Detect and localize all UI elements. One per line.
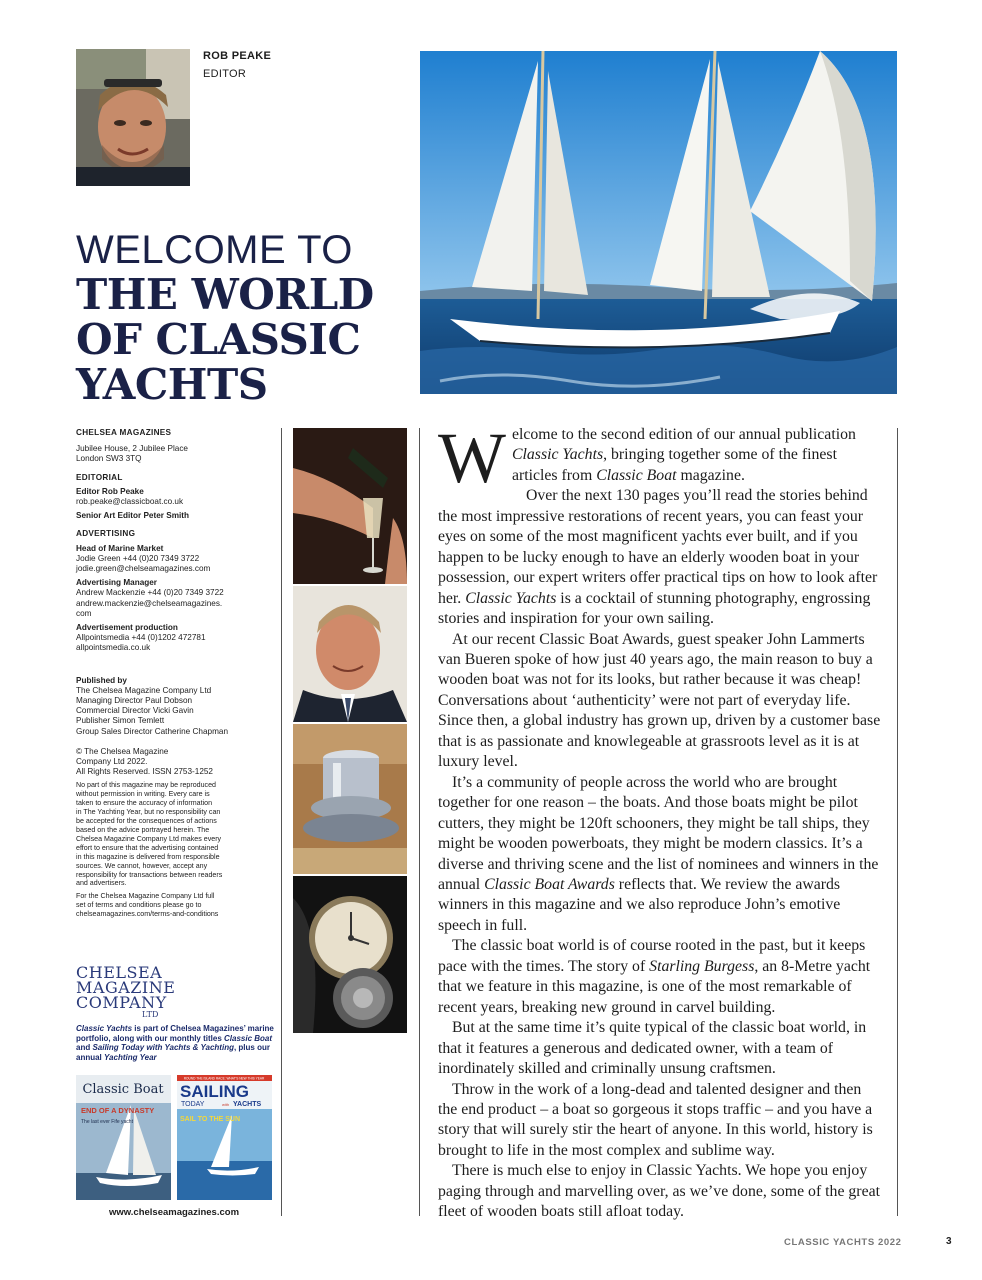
headline-line-2: THE WORLD (76, 270, 374, 319)
ad-production-contact: Allpointsmedia +44 (0)1202 472781 (76, 633, 206, 643)
article-paragraph: Throw in the work of a long-dead and talented designer and then the end product – a boat so gorgeous it stops traffic – and you have a story that will surely stir the heart of anyone. In this world, history is brought to life in the most complex and sublime way. (438, 1080, 873, 1159)
headline-line-4: YACHTS (76, 360, 268, 409)
classic-boat-cover-line: END OF A DYNASTY (81, 1106, 155, 1115)
article-text: The classic boat world is of course rooted in the past, but it keeps pace with the times. The story of (438, 937, 866, 975)
classic-boat-cover (76, 1075, 171, 1200)
disclaimer-line: be accepted for the consequences of actions (76, 817, 217, 826)
page-headline (76, 228, 416, 407)
article-paragraph (438, 486, 881, 629)
address-line: London SW3 3TQ (76, 454, 142, 464)
cd-credit: Commercial Director Vicki Gavin (76, 706, 194, 716)
photo-strip (293, 428, 407, 1033)
article-paragraph (438, 418, 881, 498)
article-text: It’s a community of people across the world who are brought together for one reason – the boats. And those boats might be pilot cutters, they might be 120ft schooners, they might be tall ships, they might be wooden powerboats, they might be modern classics. It’s a diverse and thriving scene and the list of nominees and winners in the annual (438, 773, 879, 893)
disclaimer-line: in this magazine is delivered from responsible (76, 852, 220, 861)
credits-column (76, 428, 276, 919)
disclaimer-line: and advertisers. (76, 879, 127, 888)
speaker-portrait (293, 586, 407, 722)
logo-ltd: LTD (142, 1010, 159, 1019)
portfolio-text: , plus our annual (76, 1043, 270, 1062)
column-divider (281, 428, 282, 1216)
disclaimer-line: sources. We cannot, however, accept any (76, 861, 208, 870)
portfolio-title: Yachting Year (104, 1052, 157, 1062)
portfolio-text: is part of Chelsea Magazines’ marine portfolio, along with our monthly titles (76, 1024, 274, 1043)
article-italic: Classic Yachts (511, 446, 604, 464)
article-paragraph (438, 773, 881, 937)
headline-line-1: WELCOME TO (76, 228, 353, 272)
article-text: , an 8-Metre yacht that we feature in this magazine, is one of the most remarkable of recent years, breaking new ground in carvel building. (438, 957, 871, 1016)
sailing-today-masthead: SAILING (180, 1082, 249, 1101)
disclaimer-line: responsibility for transactions between readers (76, 870, 223, 879)
logo-word: MAGAZINE (76, 978, 176, 997)
disclaimer-line: based on the advice portrayed herein. The (76, 826, 210, 835)
portfolio-title: Sailing Today with Yachts & Yachting (92, 1043, 234, 1053)
page-number: 3 (946, 1236, 952, 1247)
article-italic: Classic Boat (596, 466, 677, 484)
address-line: Jubilee House, 2 Jubilee Place (76, 444, 188, 454)
portfolio-title: Classic Yachts (76, 1024, 133, 1033)
editor-role: EDITOR (203, 68, 247, 80)
winch-photo (293, 724, 407, 874)
champagne-photo (293, 428, 407, 584)
article-paragraph: But at the same time it’s quite typical of the classic boat world, in that it features a generous and dedicated owner, with a team of inordinately skilled and criminally unsung craftsmen. (438, 1019, 867, 1078)
article-italic: Classic Yachts (465, 589, 557, 607)
portfolio-text: and (76, 1043, 93, 1053)
published-by-company: The Chelsea Magazine Company Ltd (76, 685, 212, 695)
sailing-today-yachts: YACHTS (233, 1101, 262, 1108)
editor-email: rob.peake@classicboat.co.uk (76, 497, 184, 507)
disclaimer-line: taken to ensure the accuracy of information (76, 799, 213, 808)
sailing-today-with: with (222, 1102, 230, 1107)
editor-name: ROB PEAKE (203, 50, 272, 62)
website-link[interactable]: www.chelseamagazines.com (108, 1207, 240, 1218)
logo-word: COMPANY (76, 993, 167, 1012)
sailing-today-banner: ROUND THE ISLAND RACE: WHAT'S NEW THIS YEAR (183, 1076, 265, 1081)
sailing-today-cover-line: SAIL TO THE SUN (180, 1116, 241, 1123)
ad-production-title: Advertisement production (76, 623, 178, 633)
terms-line: For the Chelsea Magazine Company Ltd full (76, 892, 215, 901)
headline-line-3: OF CLASSIC (76, 315, 361, 364)
copyright-line: © The Chelsea Magazine (76, 746, 169, 756)
classic-boat-cover-sub: The last ever Fife yacht (81, 1119, 133, 1125)
article-italic: Classic Boat Awards (484, 875, 615, 893)
editorial-heading: EDITORIAL (76, 472, 123, 482)
portfolio-blurb (76, 1024, 281, 1062)
hero-yacht-photo (420, 51, 897, 394)
published-by-title: Published by (76, 675, 127, 685)
article-text: reflects that. We review the awards winners in this magazine and we also reproduce John’s emotive speech in full. (438, 875, 841, 934)
head-marine-title: Head of Marine Market (76, 543, 164, 553)
article-paragraph: There is much else to enjoy in Classic Yachts. We hope you enjoy paging through and marvelling over, as we’ve done, some of the great fleet of wooden boats still afloat today. (438, 1162, 880, 1221)
editor-portrait (76, 49, 190, 186)
ad-manager-email-cont: com (76, 608, 92, 618)
publisher-credit: Publisher Simon Temlett (76, 716, 165, 726)
article-text: elcome to the second edition of our annual publication (511, 426, 856, 443)
column-divider (419, 428, 420, 1216)
article-paragraph (438, 936, 881, 1018)
drop-cap: W (438, 418, 506, 498)
sailing-today-cover (177, 1075, 272, 1200)
article-text: magazine. (676, 466, 745, 484)
terms-line: set of terms and conditions please go to (76, 901, 202, 910)
article-italic: Starling Burgess (649, 957, 755, 975)
portfolio-title: Classic Boat (224, 1033, 273, 1043)
ad-manager-contact: Andrew Mackenzie +44 (0)20 7349 3722 (76, 588, 224, 598)
disclaimer-line: without permission in writing. Every care is (76, 790, 210, 799)
terms-link[interactable]: chelseamagazines.com/terms-and-conditions (76, 910, 219, 919)
senior-art-credit: Senior Art Editor Peter Smith (76, 511, 189, 521)
copyright-line: Company Ltd 2022. (76, 757, 148, 767)
ad-production-web: allpointsmedia.co.uk (76, 643, 151, 653)
copyright-line: All Rights Reserved. ISSN 2753-1252 (76, 767, 213, 777)
publisher-heading: CHELSEA MAGAZINES (76, 428, 172, 437)
editor-credit: Editor Rob Peake (76, 486, 144, 496)
classic-boat-masthead: Classic Boat (82, 1082, 164, 1097)
head-marine-email: jodie.green@chelseamagazines.com (76, 564, 211, 574)
ad-manager-title: Advertising Manager (76, 578, 157, 588)
article-paragraph: At our recent Classic Boat Awards, guest speaker John Lammerts van Bueren spoke of how just 40 years ago, the main reason to buy a wooden boat was not for its looks, but rather because it was cheap! Conversations about ‘authenticity’ were not part of everyday life. Since then, a global industry has grown up, driven by a customer base that is as passionate and knowlegeable at grassroots level as it is at luxury level. (438, 630, 881, 771)
article-text: , bringing together some of the finest articles from (511, 446, 837, 484)
disclaimer-line: Chelsea Magazine Company Ltd makes every (76, 834, 222, 843)
disclaimer-line: in The Yachting Year, but no responsibility can (76, 808, 221, 817)
column-divider (897, 428, 898, 1216)
article-text: Over the next 130 pages you’ll read the stories behind the most impressive restorations of recent years, you can feast your eyes on some of the most magnificent yachts ever built, and if you happen to be lucky enough to have an elderly wooden boat in your possession, our expert writers offer practical tips on how to look after her. (438, 487, 878, 607)
gsd-credit: Group Sales Director Catherine Chapman (76, 726, 228, 736)
advertising-heading: ADVERTISING (76, 529, 136, 539)
sailing-today-subtitle: TODAY (181, 1101, 205, 1108)
disclaimer-line: effort to ensure that the advertising contained (76, 843, 219, 852)
watch-photo (293, 876, 407, 1033)
logo-word: CHELSEA (76, 963, 163, 982)
md-credit: Managing Director Paul Dobson (76, 696, 193, 706)
article-text: is a cocktail of stunning photography, engrossing stories and inspiration for your own sailing. (438, 589, 871, 628)
footer-publication-title: CLASSIC YACHTS 2022 (784, 1237, 902, 1248)
head-marine-contact: Jodie Green +44 (0)20 7349 3722 (76, 553, 200, 563)
chelsea-magazine-company-logo (76, 965, 176, 1019)
article-body (438, 418, 881, 1223)
ad-manager-email: andrew.mackenzie@chelseamagazines. (76, 598, 223, 608)
disclaimer-line: No part of this magazine may be reproduced (76, 781, 216, 790)
